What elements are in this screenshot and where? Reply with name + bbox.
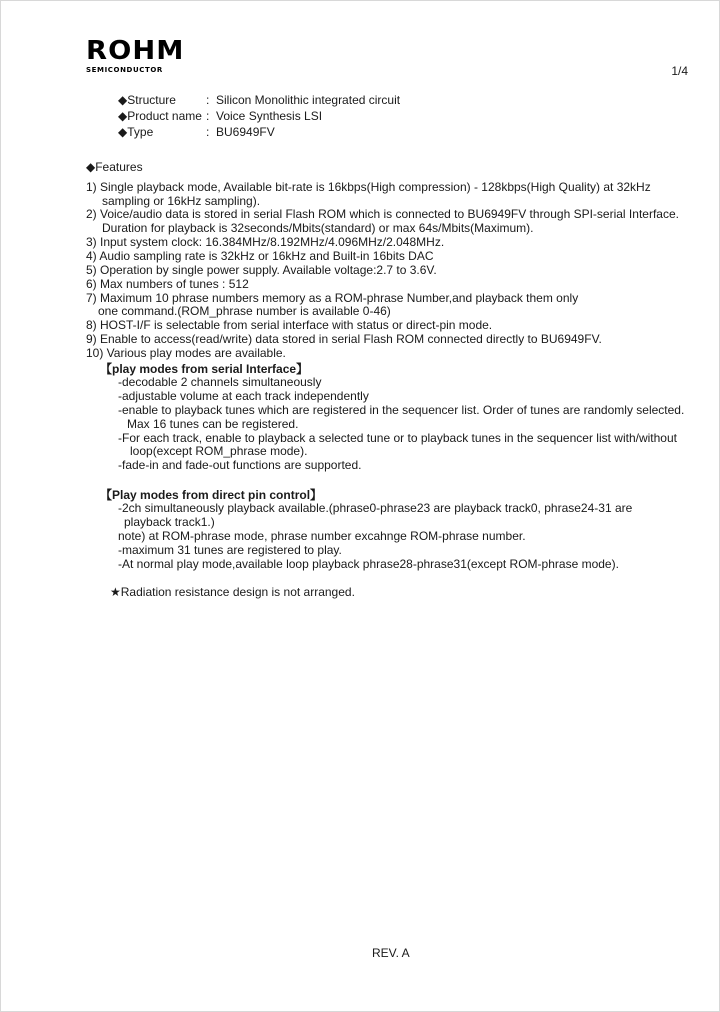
meta-label: ◆Type <box>118 125 154 139</box>
pin-mode-line: note) at ROM-phrase mode, phrase number excahnge ROM-phrase number. <box>118 529 526 543</box>
pin-mode-line: -At normal play mode,available loop playback phrase28-phrase31(except ROM-phrase mode). <box>118 557 619 571</box>
pin-mode-line: -2ch simultaneously playback available.(phrase0-phrase23 are playback track0, phrase24-31 are <box>118 501 633 515</box>
serial-mode-line: -enable to playback tunes which are registered in the sequencer list. Order of tunes are randomly selected. <box>118 403 685 417</box>
meta-row-structure: ◆Structure : Silicon Monolithic integrated circuit <box>118 93 401 107</box>
features-heading: ◆Features <box>86 160 143 174</box>
meta-value: BU6949FV <box>216 125 275 139</box>
meta-label: ◆Structure <box>118 93 176 107</box>
revision-label: REV. A <box>372 946 410 960</box>
pin-modes-heading: 【Play modes from direct pin control】 <box>100 488 323 502</box>
meta-row-type: ◆Type : BU6949FV <box>118 125 275 139</box>
rohm-logo <box>86 38 196 74</box>
meta-value: Silicon Monolithic integrated circuit <box>216 93 401 107</box>
meta-value: Voice Synthesis LSI <box>216 109 323 123</box>
serial-mode-line: -adjustable volume at each track independently <box>118 389 369 403</box>
radiation-note: ★Radiation resistance design is not arranged. <box>110 585 355 599</box>
feature-line: 1) Single playback mode, Available bit-rate is 16kbps(High compression) - 128kbps(High Quality) at 32kHz <box>86 180 651 194</box>
page-number: 1/4 <box>671 64 688 78</box>
serial-mode-line: loop(except ROM_phrase mode). <box>130 444 308 458</box>
feature-line: 9) Enable to access(read/write) data stored in serial Flash ROM connected directly to BU6949FV. <box>86 332 602 346</box>
feature-line: 10) Various play modes are available. <box>86 346 286 360</box>
serial-mode-line: -decodable 2 channels simultaneously <box>118 375 322 389</box>
feature-line: 4) Audio sampling rate is 32kHz or 16kHz and Built-in 16bits DAC <box>86 249 434 263</box>
meta-row-product-name: ◆Product name : Voice Synthesis LSI <box>118 109 323 123</box>
logo-subtitle: SEMICONDUCTOR <box>86 66 163 74</box>
serial-mode-line: -For each track, enable to playback a selected tune or to playback tunes in the sequencer list with/without <box>118 431 677 445</box>
feature-line: 5) Operation by single power supply. Available voltage:2.7 to 3.6V. <box>86 263 437 277</box>
pin-mode-line: playback track1.) <box>124 515 215 529</box>
feature-line: 8) HOST-I/F is selectable from serial interface with status or direct-pin mode. <box>86 318 493 332</box>
meta-label: ◆Product name <box>118 109 202 123</box>
feature-line: sampling or 16kHz sampling). <box>102 194 261 208</box>
feature-line: 7) Maximum 10 phrase numbers memory as a ROM-phrase Number,and playback them only <box>86 291 579 305</box>
serial-mode-line: Max 16 tunes can be registered. <box>127 417 299 431</box>
pin-mode-line: -maximum 31 tunes are registered to play. <box>118 543 342 557</box>
feature-line: 6) Max numbers of tunes : 512 <box>86 277 249 291</box>
serial-mode-line: -fade-in and fade-out functions are supported. <box>118 458 362 472</box>
feature-line: one command.(ROM_phrase number is available 0-46) <box>98 304 391 318</box>
feature-line: 3) Input system clock: 16.384MHz/8.192MHz/4.096MHz/2.048MHz. <box>86 235 445 249</box>
serial-modes-heading: 【play modes from serial Interface】 <box>100 362 309 376</box>
feature-line: Duration for playback is 32seconds/Mbits(standard) or max 64s/Mbits(Maximum). <box>102 221 534 235</box>
feature-line: 2) Voice/audio data is stored in serial Flash ROM which is connected to BU6949FV through SPI-serial Interface. <box>86 207 679 221</box>
logo-wordmark: ROHM <box>86 36 185 66</box>
